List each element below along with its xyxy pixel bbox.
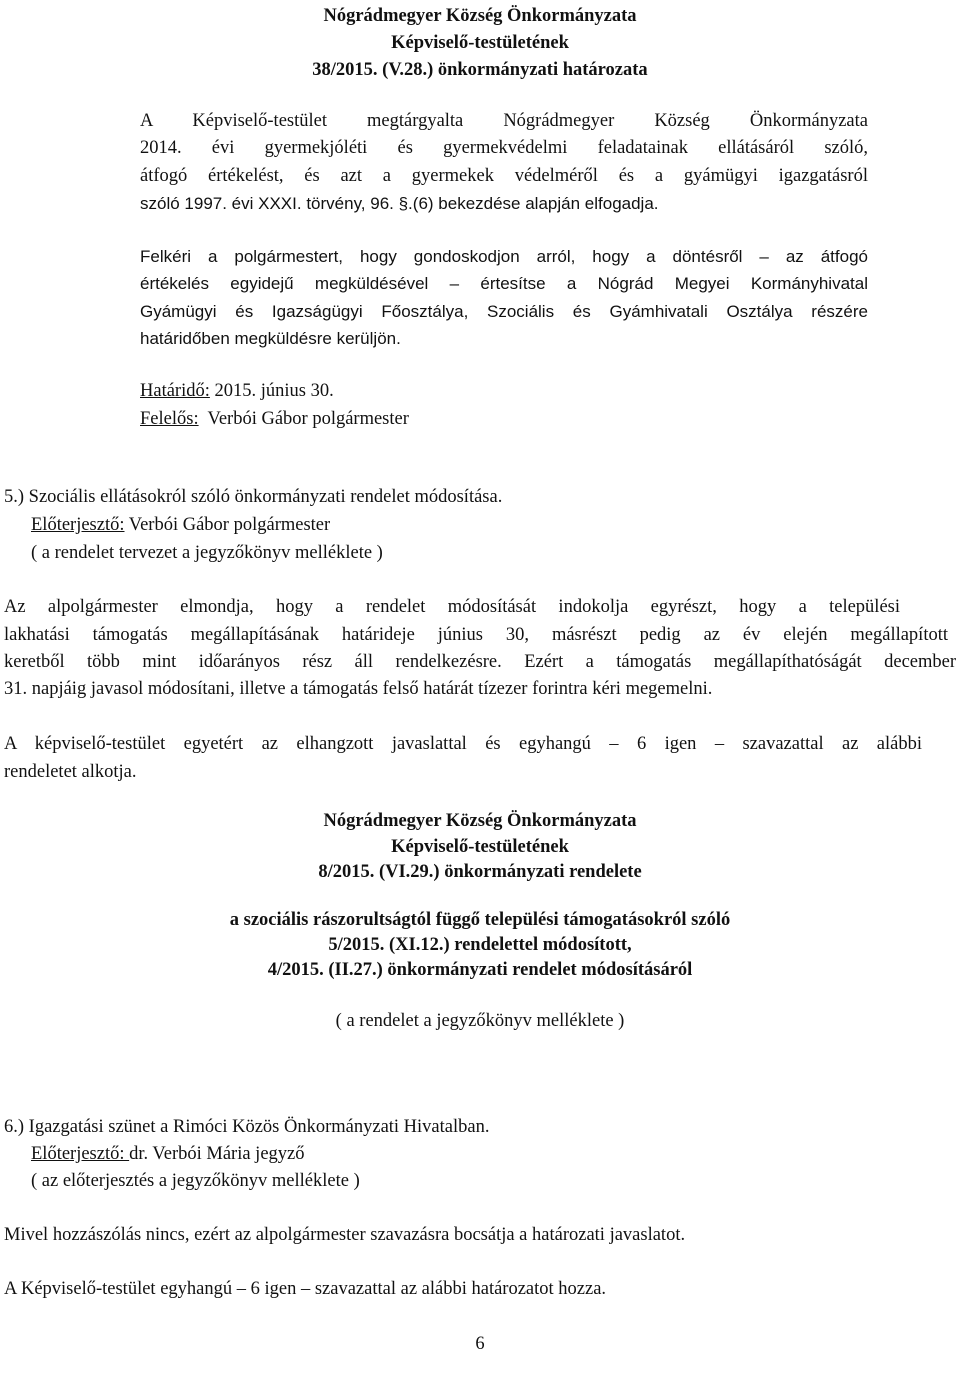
- deadline-label: Határidő:: [140, 381, 210, 401]
- item5-title: 5.) Szociális ellátásokról szóló önkormányzati rendelet módosítása.: [4, 487, 503, 507]
- item6-paragraph-line-1: Mivel hozzászólás nincs, ezért az alpolgármester szavazásra bocsátja a határozati javaslatot.: [4, 1225, 686, 1245]
- decree-line-5: 5/2015. (XI.12.) rendelettel módosított,: [328, 935, 632, 955]
- request-line-4: határidőben megküldésre kerüljön.: [140, 329, 401, 348]
- decree-line-3: 8/2015. (VI.29.) önkormányzati rendelete: [318, 862, 642, 882]
- item5-paragraph-line-1: Az alpolgármester elmondja, hogy a rendelet módosítását indokolja egyrészt, hogy a települési: [4, 597, 900, 617]
- deadline-value: 2015. június 30.: [209, 381, 334, 401]
- item5-presenter-row: [31, 513, 330, 537]
- responsible-label: Felelős:: [140, 409, 199, 429]
- item5-presenter-label: Előterjesztő:: [31, 515, 125, 535]
- item5-vote-line-2: rendeletet alkotja.: [4, 762, 137, 782]
- item6-title: 6.) Igazgatási szünet a Rimóci Közös Önkormányzati Hivatalban.: [4, 1117, 490, 1137]
- header-line-3: 38/2015. (V.28.) önkormányzati határozata: [312, 60, 648, 80]
- item6-presenter-label: Előterjesztő:: [31, 1144, 130, 1164]
- resolution-line-2: 2014. évi gyermekjóléti és gyermekvédelmi feladatainak ellátásáról szóló,: [140, 138, 868, 158]
- header-line-2: Képviselő-testületének: [391, 33, 569, 53]
- item6-presenter-row: [31, 1142, 305, 1166]
- item6-attachment: ( az előterjesztés a jegyzőkönyv melléklete ): [31, 1171, 360, 1191]
- resolution-line-1: A Képviselő-testület megtárgyalta Nógrádmegyer Község Önkormányzata: [140, 111, 868, 131]
- item6-presenter-value: dr. Verbói Mária jegyző: [129, 1144, 305, 1164]
- item5-presenter-value: Verbói Gábor polgármester: [124, 515, 331, 535]
- request-line-3: Gyámügyi és Igazságügyi Főosztálya, Szociális és Gyámhivatali Osztálya részére: [140, 302, 868, 321]
- header-line-1: Nógrádmegyer Község Önkormányzata: [323, 6, 637, 26]
- decree-line-2: Képviselő-testületének: [391, 837, 569, 857]
- resolution-line-4: szóló 1997. évi XXXI. törvény, 96. §.(6) bekezdése alapján elfogadja.: [140, 194, 659, 213]
- item5-vote-line-1: A képviselő-testület egyetért az elhangzott javaslattal és egyhangú – 6 igen – szavazattal az alábbi: [4, 734, 922, 754]
- request-line-1: Felkéri a polgármestert, hogy gondoskodjon arról, hogy a döntésről – az átfogó: [140, 247, 868, 266]
- decree-line-6: 4/2015. (II.27.) önkormányzati rendelet módosításáról: [267, 960, 693, 980]
- decree-line-1: Nógrádmegyer Község Önkormányzata: [323, 811, 637, 831]
- decree-line-4: a szociális rászorultságtól függő települési támogatásokról szóló: [229, 910, 731, 930]
- responsible-row: [140, 407, 409, 431]
- page-number: 6: [475, 1334, 485, 1354]
- deadline-row: [140, 379, 334, 403]
- decree-attachment: ( a rendelet a jegyzőkönyv melléklete ): [335, 1011, 625, 1031]
- request-line-2: értékelés egyidejű megküldésével – értesítse a Nógrád Megyei Kormányhivatal: [140, 274, 868, 293]
- item5-paragraph-line-2: lakhatási támogatás megállapításának határideje június 30, másrészt pedig az év elején megállapított: [4, 625, 948, 645]
- item5-paragraph-line-3: keretből több mint időarányos rész áll rendelkezésre. Ezért a támogatás megállapíthatóságát december: [4, 652, 956, 672]
- item5-paragraph-line-4: 31. napjáig javasol módosítani, illetve a támogatás felső határát tízezer forintra kéri megemelni.: [4, 679, 713, 699]
- resolution-line-3: átfogó értékelést, és azt a gyermekek védelméről és a gyámügyi igazgatásról: [140, 166, 868, 186]
- item6-paragraph-line-2: A Képviselő-testület egyhangú – 6 igen – szavazattal az alábbi határozatot hozza.: [4, 1279, 607, 1299]
- item5-attachment: ( a rendelet tervezet a jegyzőkönyv melléklete ): [31, 543, 383, 563]
- responsible-value: Verbói Gábor polgármester: [198, 409, 409, 429]
